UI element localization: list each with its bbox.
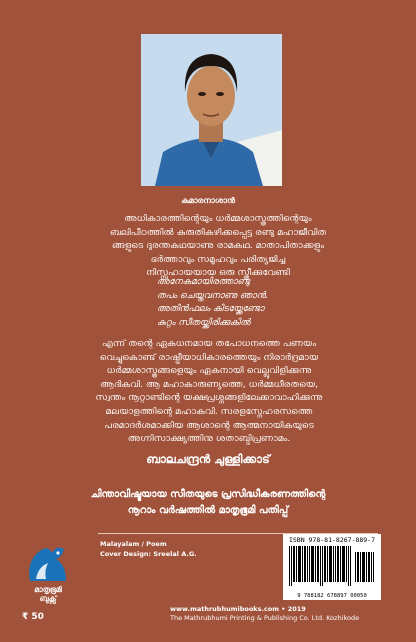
- text-line: അഗ്നിസാക്ഷ്യത്തിനു ശതാബ്ദിപ്രണാമം.: [127, 433, 291, 445]
- barcode-addon: 00050: [350, 593, 367, 599]
- isbn-text: ISBN 978-81-8267-889-7: [288, 536, 376, 544]
- logo-line: ബുക്സ്: [39, 594, 57, 603]
- barcode-digits: 9 788182 678897: [297, 593, 347, 599]
- verse-quote: [157, 276, 297, 330]
- publisher-name: The Mathrubhumi Printing & Publishing Co. Ltd. Kozhikode: [170, 614, 360, 622]
- verse-line: അതിൻഫലം കിടയ്ക്കേണ്ടോ: [157, 304, 265, 315]
- intro-paragraph: [100, 212, 336, 280]
- note-line: നൂറാം വർഷത്തിൽ മാതൃഭൂമി പതിപ്പ്: [127, 505, 289, 516]
- price: ₹ 50: [22, 612, 44, 622]
- text-line: വെച്ചുകൊണ്ട് രാഷ്ട്രീയാധികാരത്തെയും നിരാർദ്രമായ: [99, 351, 319, 363]
- verse-line: തപം ചെയ്തവനാണു ഞാൻ.: [157, 290, 269, 301]
- website-line: [170, 605, 306, 613]
- publisher-logo-icon: [22, 541, 74, 585]
- text-line: നിസ്സഹായയായ ഒരു സ്ത്രീക്കുവേണ്ടി: [146, 267, 290, 279]
- verse-line: അനേകമായിരത്താണ്ടു: [157, 277, 250, 287]
- portrait-image: [141, 34, 282, 186]
- barcode-bars: [289, 546, 375, 586]
- author-portrait: [141, 34, 282, 186]
- logo-line: മാതൃഭൂമി: [34, 585, 62, 594]
- genre-label: Malayalam / Poem: [100, 540, 167, 548]
- book-info: [100, 540, 197, 559]
- author-name: ബാലചന്ദ്രൻ ചുള്ളിക്കാട്: [146, 452, 270, 466]
- isbn-barcode: [283, 534, 381, 600]
- body-paragraph: [86, 337, 332, 446]
- cover-design-credit: Cover Design: Sreelal A.G.: [100, 549, 197, 558]
- website-url[interactable]: www.mathrubhumibooks.com: [170, 605, 280, 613]
- verse-line: കുറ്റം സീതയ്ക്കിരിക്കുകിൽ: [157, 317, 251, 328]
- text-line: ആദികവി. ആ മഹാകാരുണ്യത്തെ, ധർമ്മധീരതയെ,: [99, 378, 319, 390]
- text-line: ബലിപീഠത്തിൽ കുരുതികഴിക്കപ്പെട്ട രണ്ടു മഹാജീവിത: [109, 226, 327, 238]
- year: • 2019: [279, 605, 306, 613]
- text-line: അധികാരത്തിന്റെയും ധർമ്മശാസ്ത്രത്തിന്റെയും: [124, 213, 312, 224]
- text-line: ധർമ്മശാസ്ത്രങ്ങളെയും ഏകനായി വെല്ലുവിളിക്കുന്നു: [106, 365, 312, 377]
- text-line: പരമാദർശമാക്കിയ ആശാന്റെ ആത്മനായികയുടെ: [104, 419, 314, 431]
- note-line: ചിന്താവിഷ്ടയായ സീതയുടെ പ്രസിദ്ധീകരണത്തിന്റെ: [90, 489, 326, 500]
- text-line: എന്ന് തന്റെ ഏകധനമായ തപോധനത്തെ പണയം: [101, 338, 317, 349]
- text-line: സ്വന്തം നൂറ്റാണ്ടിന്റെ യക്ഷപ്രശ്നങ്ങളിലേക്കാവാഹിക്കുന്നു: [95, 392, 323, 404]
- text-line: മലയാളത്തിന്റെ മഹാകവി. സരളസ്നേഹരസത്തെ: [105, 405, 313, 417]
- text-line: ഭർത്താവും സമൂഹവും പരിത്യജിച്ച: [150, 253, 286, 265]
- edition-note: [0, 487, 416, 519]
- barcode-number: [283, 593, 381, 599]
- text-line: ങ്ങളുടെ ദുരന്തകഥയാണു രാമകഥ. മാതാപിതാക്കളും: [111, 240, 325, 252]
- publisher-logo-text: [18, 585, 78, 603]
- portrait-caption: കുമാരനാശാൻ: [181, 196, 235, 205]
